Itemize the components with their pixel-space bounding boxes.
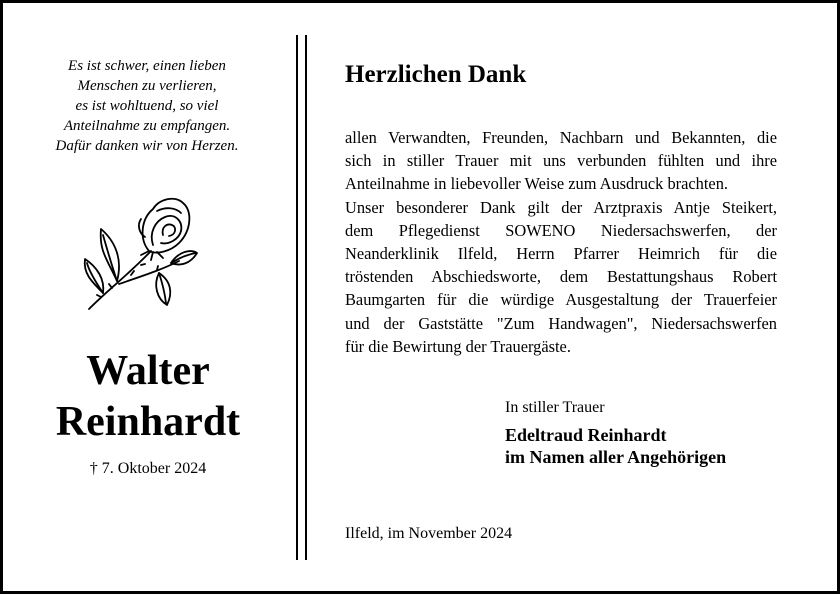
place-date: Ilfeld, im November 2024 [345, 525, 513, 542]
signature-intro: In stiller Trauer [505, 399, 605, 416]
body-line: Baumgarten für die würdige Ausgestaltung der Trauerfeier [345, 290, 777, 310]
rose-icon [79, 189, 199, 319]
poem-line: es ist wohltuend, so viel [75, 98, 219, 114]
deceased-first-name: Walter [86, 348, 210, 394]
body-line: Neanderklinik Ilfeld, Herrn Pfarrer Heimrich für die [345, 244, 777, 264]
body-line: allen Verwandten, Freunden, Nachbarn und Bekannten, die [345, 128, 777, 147]
thanks-heading: Herzlichen Dank [345, 61, 527, 88]
thanks-body [345, 126, 777, 358]
body-line: tröstenden Abschiedsworte, dem Bestattungshaus Robert [345, 267, 777, 287]
signature-subline: im Namen aller Angehörigen [505, 447, 727, 467]
body-line: Anteilnahme in liebevoller Weise zum Ausdruck brachten. [345, 174, 728, 194]
body-line: für die Bewirtung der Trauergäste. [345, 336, 571, 356]
deceased-last-name: Reinhardt [55, 399, 241, 445]
divider-line-left [296, 35, 298, 560]
body-line: sich in stiller Trauer mit uns verbunden fühlten und ihre [345, 151, 777, 171]
signature-name: Edeltraud Reinhardt [505, 425, 667, 445]
poem [17, 56, 277, 156]
body-line: und der Gaststätte "Zum Handwagen", Niedersachswerfen [345, 313, 777, 333]
divider-line-right [305, 35, 307, 560]
poem-line: Menschen zu verlieren, [77, 78, 217, 94]
poem-line: Es ist schwer, einen lieben [68, 58, 226, 74]
poem-line: Dafür danken wir von Herzen. [55, 138, 239, 154]
poem-line: Anteilnahme zu empfangen. [63, 118, 231, 134]
body-line: dem Pflegedienst SOWENO Niedersachswerfen, der [345, 220, 777, 240]
body-line: Unser besonderer Dank gilt der Arztpraxis Antje Steikert, [345, 197, 777, 217]
death-date: † 7. Oktober 2024 [89, 460, 207, 477]
